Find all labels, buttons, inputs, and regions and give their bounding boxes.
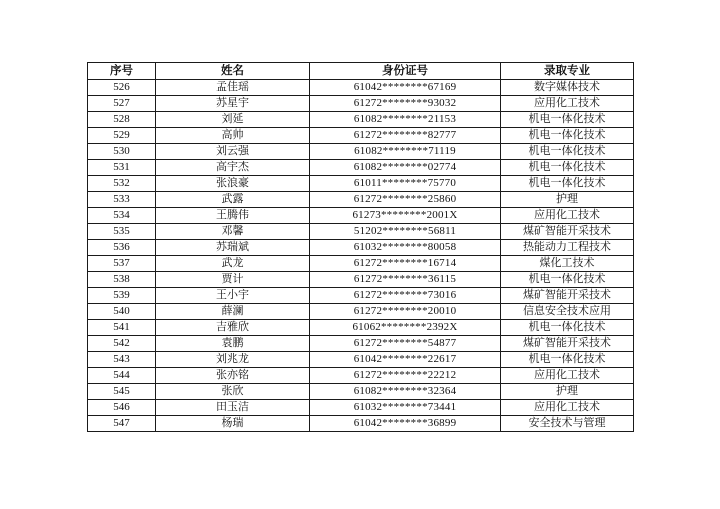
table-row bbox=[88, 352, 634, 368]
header-serial-no: 序号 bbox=[88, 63, 156, 80]
cell-name: 王小宇 bbox=[156, 288, 310, 304]
cell-name: 王腾伟 bbox=[156, 208, 310, 224]
cell-id: 61032********80058 bbox=[310, 240, 501, 256]
cell-id: 61272********73016 bbox=[310, 288, 501, 304]
cell-major: 安全技术与管理 bbox=[501, 416, 634, 432]
table-row bbox=[88, 368, 634, 384]
cell-id: 61062********2392X bbox=[310, 320, 501, 336]
cell-serial: 529 bbox=[88, 128, 156, 144]
cell-serial: 546 bbox=[88, 400, 156, 416]
cell-major: 应用化工技术 bbox=[501, 368, 634, 384]
cell-serial: 540 bbox=[88, 304, 156, 320]
cell-serial: 541 bbox=[88, 320, 156, 336]
table-row bbox=[88, 224, 634, 240]
cell-name: 薛澜 bbox=[156, 304, 310, 320]
cell-name: 袁鹏 bbox=[156, 336, 310, 352]
cell-major: 机电一体化技术 bbox=[501, 160, 634, 176]
cell-id: 61011********75770 bbox=[310, 176, 501, 192]
cell-id: 61272********25860 bbox=[310, 192, 501, 208]
cell-id: 61272********22212 bbox=[310, 368, 501, 384]
cell-name: 刘延 bbox=[156, 112, 310, 128]
header-name: 姓名 bbox=[156, 63, 310, 80]
cell-name: 邓馨 bbox=[156, 224, 310, 240]
table-row bbox=[88, 144, 634, 160]
table-row bbox=[88, 320, 634, 336]
cell-id: 61082********71119 bbox=[310, 144, 501, 160]
cell-major: 护理 bbox=[501, 192, 634, 208]
cell-name: 高帅 bbox=[156, 128, 310, 144]
table-row bbox=[88, 128, 634, 144]
cell-serial: 543 bbox=[88, 352, 156, 368]
table-row bbox=[88, 192, 634, 208]
cell-name: 苏星宇 bbox=[156, 96, 310, 112]
cell-major: 煤矿智能开采技术 bbox=[501, 224, 634, 240]
cell-serial: 528 bbox=[88, 112, 156, 128]
cell-major: 机电一体化技术 bbox=[501, 112, 634, 128]
cell-major: 机电一体化技术 bbox=[501, 128, 634, 144]
cell-name: 武龙 bbox=[156, 256, 310, 272]
cell-id: 61082********32364 bbox=[310, 384, 501, 400]
cell-name: 贾计 bbox=[156, 272, 310, 288]
cell-name: 刘云强 bbox=[156, 144, 310, 160]
header-id-number: 身份证号 bbox=[310, 63, 501, 80]
cell-serial: 526 bbox=[88, 80, 156, 96]
table-row bbox=[88, 272, 634, 288]
cell-name: 武露 bbox=[156, 192, 310, 208]
cell-name: 田玉洁 bbox=[156, 400, 310, 416]
cell-id: 61082********02774 bbox=[310, 160, 501, 176]
admission-list-table bbox=[87, 62, 634, 432]
table-row bbox=[88, 208, 634, 224]
cell-name: 苏瑞斌 bbox=[156, 240, 310, 256]
cell-major: 煤矿智能开采技术 bbox=[501, 336, 634, 352]
table-row bbox=[88, 96, 634, 112]
table-row bbox=[88, 304, 634, 320]
cell-id: 61272********54877 bbox=[310, 336, 501, 352]
cell-serial: 533 bbox=[88, 192, 156, 208]
cell-serial: 545 bbox=[88, 384, 156, 400]
cell-major: 煤化工技术 bbox=[501, 256, 634, 272]
cell-serial: 544 bbox=[88, 368, 156, 384]
cell-major: 应用化工技术 bbox=[501, 96, 634, 112]
cell-major: 应用化工技术 bbox=[501, 208, 634, 224]
cell-name: 张亦铭 bbox=[156, 368, 310, 384]
table-header-row bbox=[88, 63, 634, 80]
table-row bbox=[88, 288, 634, 304]
cell-serial: 537 bbox=[88, 256, 156, 272]
cell-id: 61082********21153 bbox=[310, 112, 501, 128]
cell-serial: 532 bbox=[88, 176, 156, 192]
table-row bbox=[88, 400, 634, 416]
cell-major: 煤矿智能开采技术 bbox=[501, 288, 634, 304]
cell-major: 机电一体化技术 bbox=[501, 320, 634, 336]
cell-serial: 539 bbox=[88, 288, 156, 304]
cell-major: 信息安全技术应用 bbox=[501, 304, 634, 320]
cell-id: 61273********2001X bbox=[310, 208, 501, 224]
cell-id: 61272********82777 bbox=[310, 128, 501, 144]
cell-major: 机电一体化技术 bbox=[501, 272, 634, 288]
table-row bbox=[88, 384, 634, 400]
cell-id: 61272********93032 bbox=[310, 96, 501, 112]
cell-serial: 536 bbox=[88, 240, 156, 256]
cell-id: 61272********16714 bbox=[310, 256, 501, 272]
cell-id: 61042********36899 bbox=[310, 416, 501, 432]
cell-serial: 527 bbox=[88, 96, 156, 112]
cell-serial: 542 bbox=[88, 336, 156, 352]
table-row bbox=[88, 160, 634, 176]
cell-name: 杨瑞 bbox=[156, 416, 310, 432]
cell-serial: 535 bbox=[88, 224, 156, 240]
table-row bbox=[88, 80, 634, 96]
cell-id: 61042********22617 bbox=[310, 352, 501, 368]
cell-id: 61272********20010 bbox=[310, 304, 501, 320]
cell-major: 机电一体化技术 bbox=[501, 352, 634, 368]
cell-id: 61042********67169 bbox=[310, 80, 501, 96]
cell-major: 数字媒体技术 bbox=[501, 80, 634, 96]
header-admitted-major: 录取专业 bbox=[501, 63, 634, 80]
cell-name: 孟佳瑶 bbox=[156, 80, 310, 96]
cell-id: 61272********36115 bbox=[310, 272, 501, 288]
cell-name: 刘兆龙 bbox=[156, 352, 310, 368]
cell-serial: 534 bbox=[88, 208, 156, 224]
table-row bbox=[88, 416, 634, 432]
cell-serial: 531 bbox=[88, 160, 156, 176]
table-row bbox=[88, 240, 634, 256]
cell-major: 机电一体化技术 bbox=[501, 176, 634, 192]
cell-name: 张浪豪 bbox=[156, 176, 310, 192]
cell-serial: 547 bbox=[88, 416, 156, 432]
table-row bbox=[88, 336, 634, 352]
table-row bbox=[88, 112, 634, 128]
cell-major: 应用化工技术 bbox=[501, 400, 634, 416]
table-row bbox=[88, 256, 634, 272]
cell-name: 张欣 bbox=[156, 384, 310, 400]
cell-id: 61032********73441 bbox=[310, 400, 501, 416]
cell-serial: 530 bbox=[88, 144, 156, 160]
cell-major: 热能动力工程技术 bbox=[501, 240, 634, 256]
cell-major: 机电一体化技术 bbox=[501, 144, 634, 160]
cell-name: 高宇杰 bbox=[156, 160, 310, 176]
cell-id: 51202********56811 bbox=[310, 224, 501, 240]
cell-major: 护理 bbox=[501, 384, 634, 400]
cell-serial: 538 bbox=[88, 272, 156, 288]
cell-name: 吉雅欣 bbox=[156, 320, 310, 336]
table-row bbox=[88, 176, 634, 192]
